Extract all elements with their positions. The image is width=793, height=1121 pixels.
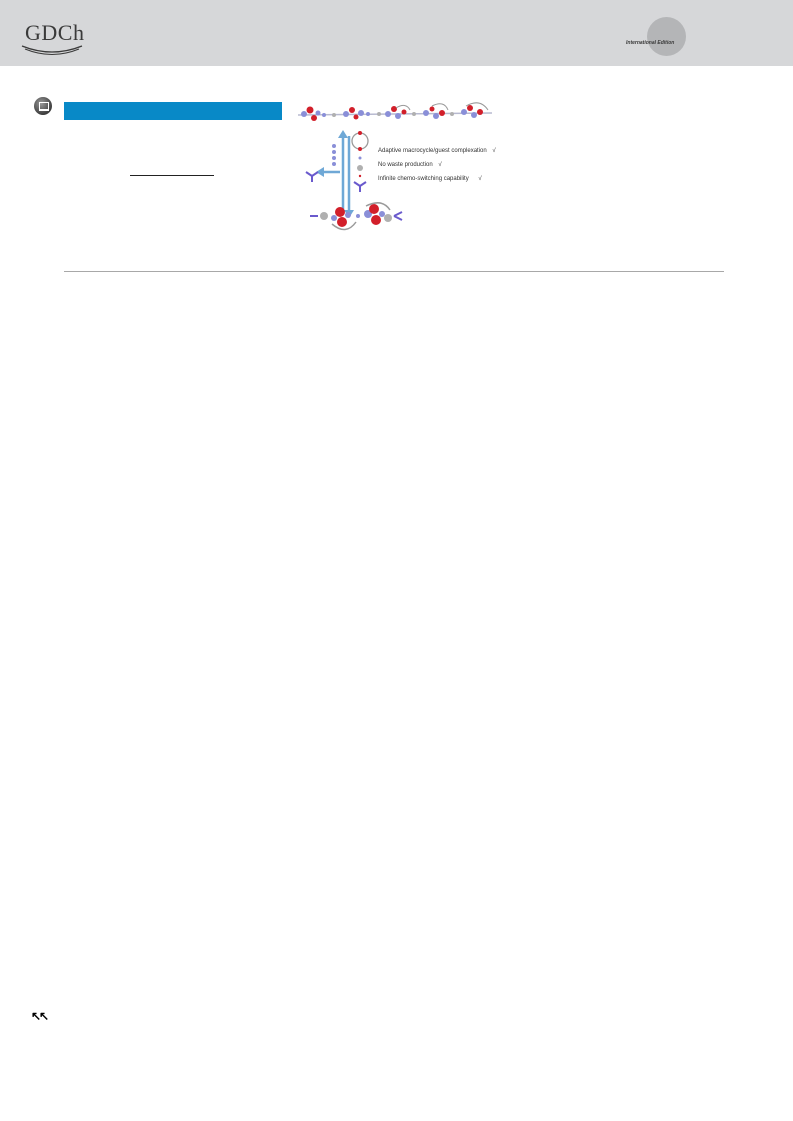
journal-badge-circle [647, 17, 686, 56]
feature-text: Adaptive macrocycle/guest complexation [378, 148, 487, 154]
back-to-top-icon[interactable]: ↖↖ [31, 1009, 48, 1023]
feature-item [378, 176, 482, 182]
feature-item [378, 162, 442, 168]
molecule-assembly-bottom [310, 203, 402, 230]
check-mark: √ [438, 162, 442, 168]
gdch-arc-icon [20, 42, 84, 56]
article-link-underline[interactable] [130, 175, 214, 176]
section-heading-bar [64, 102, 282, 120]
molecule-chain-top [298, 103, 492, 121]
journal-header [0, 0, 793, 66]
gdch-logo-text: GDCh [25, 20, 85, 45]
switching-arrows [316, 130, 354, 218]
check-mark: √ [478, 176, 482, 182]
reagent-stack [306, 131, 368, 192]
feature-text: Infinite chemo-switching capability [378, 176, 469, 182]
journal-edition-label: International Edition [626, 40, 675, 46]
gdch-logo [20, 18, 84, 58]
check-mark: √ [492, 148, 496, 154]
toc-graphic [296, 96, 526, 242]
feature-item [378, 148, 496, 154]
feature-text: No waste production [378, 162, 433, 168]
section-divider [64, 271, 724, 272]
computer-monitor-icon[interactable] [34, 97, 52, 115]
